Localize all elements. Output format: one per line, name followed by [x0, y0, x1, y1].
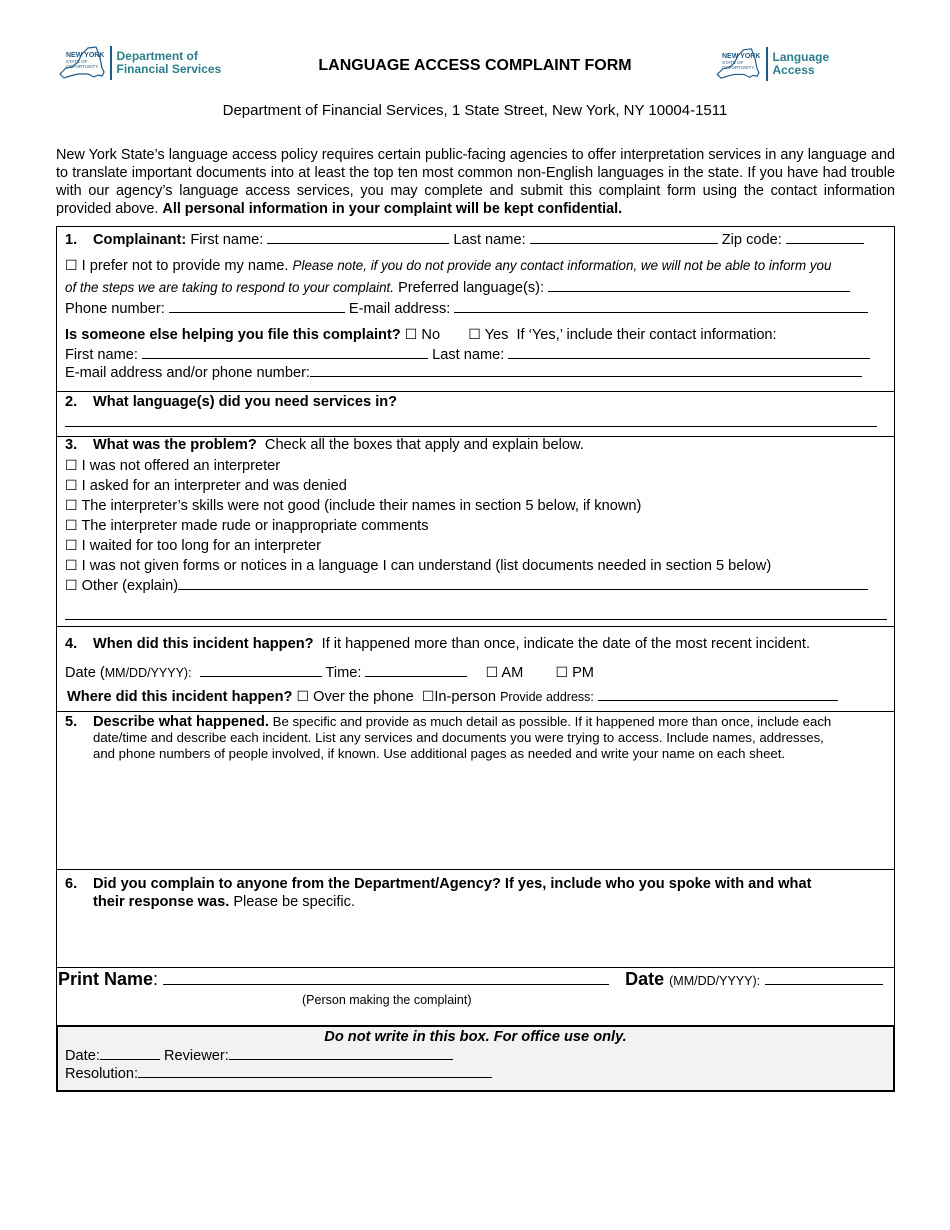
section-language-needed: 2. What language(s) did you need services in?: [57, 392, 894, 437]
logo-divider: [766, 47, 768, 81]
section-when: 4. When did this incident happen? If it happened more than once, indicate the date of the most recent incident. Date (MM/DD/YYYY): Time: ☐ AM ☐ PM Where did this incident happen? ☐ Over the phone ☐In-person Provide address:: [57, 627, 894, 712]
helper-yes-checkbox[interactable]: ☐: [468, 326, 481, 342]
section-prior-complaint[interactable]: 6. Did you complain to anyone from the Department/Agency? If yes, include who you spoke with and what their response was. Please be specific.: [57, 870, 894, 968]
last-name-field[interactable]: [530, 231, 718, 244]
helper-no-checkbox[interactable]: ☐: [404, 326, 418, 342]
section-complainant: 1. Complainant: First name: Last name: Zip code: ☐ I prefer not to provide my name. Please note, if you do not provide any contact information, we will not be able to inform you of the steps we are taking to respond to your complaint. Preferred language(s): Phone number: E-mail address: Is someone else helping you file this complaint? ☐ No ☐ Yes If ‘Yes,’ include their contact information: First name: Last name: E-mail address and/or phone number:: [57, 227, 894, 392]
dfs-logo-name: Department of Financial Services: [116, 49, 222, 76]
incident-address-field[interactable]: [598, 688, 838, 701]
section-print-name: Print Name: Date (MM/DD/YYYY): (Person making the complaint): [57, 968, 894, 1025]
language-access-logo-name: Language Access: [772, 50, 830, 77]
helper-first-name-field[interactable]: [142, 346, 428, 359]
problem-checkbox[interactable]: ☐: [65, 557, 78, 573]
print-name-caption: (Person making the complaint): [302, 993, 472, 1007]
print-name-field[interactable]: [163, 970, 609, 985]
office-date-field[interactable]: [100, 1047, 160, 1060]
am-checkbox[interactable]: ☐: [485, 664, 499, 680]
section-describe[interactable]: 5. Describe what happened. Be specific and provide as much detail as possible. If it happened more than once, include each date/time and describe each incident. List any services and documents you were trying to access. Include names, addresses, and phone numbers of people involved, if known. Use additional pages as needed and write your name on each sheet.: [57, 712, 894, 870]
problem-checkbox[interactable]: ☐: [65, 497, 78, 513]
preferred-language-field[interactable]: [548, 279, 850, 292]
signature-date-field[interactable]: [765, 970, 883, 985]
form-title: LANGUAGE ACCESS COMPLAINT FORM: [318, 57, 632, 74]
office-use-heading: Do not write in this box. For office use only.: [324, 1029, 627, 1045]
over-phone-checkbox[interactable]: ☐: [296, 688, 310, 704]
agency-address: Department of Financial Services, 1 State Street, New York, NY 10004-1511: [222, 102, 728, 119]
logo-divider: [110, 46, 112, 80]
problem-checkbox[interactable]: ☐: [65, 517, 78, 533]
nys-wordmark: NEW YORK STATE OF OPPORTUNITY: [66, 51, 105, 69]
intro-paragraph: New York State’s language access policy requires certain public-facing agencies to offer interpretation services in any language and to translate important documents into at least the top ten most common non-English languages in the state. If you have had trouble with our agency’s language access services, you may complete and submit this complaint form using the contact information provided above. All personal information in your complaint will be kept confidential.: [56, 147, 895, 217]
pm-checkbox[interactable]: ☐: [555, 664, 568, 680]
page-header: [0, 0, 950, 119]
dfs-logo: [58, 44, 221, 82]
problem-checkbox[interactable]: ☐: [65, 457, 78, 473]
zip-code-field[interactable]: [786, 231, 864, 244]
language-access-logo: [714, 46, 829, 82]
office-resolution-field[interactable]: [138, 1065, 492, 1078]
in-person-checkbox[interactable]: ☐: [421, 688, 435, 704]
problem-other-field[interactable]: [178, 577, 868, 590]
problem-checkbox[interactable]: ☐: [65, 537, 78, 553]
problem-other-checkbox[interactable]: ☐: [65, 577, 78, 593]
office-reviewer-field[interactable]: [229, 1047, 453, 1060]
helper-contact-field[interactable]: [310, 364, 862, 377]
incident-date-field[interactable]: [200, 664, 322, 677]
incident-time-field[interactable]: [365, 664, 467, 677]
section-problem: 3. What was the problem? Check all the boxes that apply and explain below. ☐ I was not offered an interpreter ☐ I asked for an interpreter and was denied ☐ The interpreter’s skills were not good (include their names in section 5 below, if known) ☐ The interpreter made rude or inappropriate comments ☐ I waited for too long for an interpreter ☐ I was not given forms or notices in a language I can understand (list documents needed in section 5 below) ☐ Other (explain): [57, 437, 894, 627]
office-use-box: Do not write in this box. For office use only. Date: Reviewer: Resolution:: [56, 1025, 895, 1092]
problem-explain-field[interactable]: [65, 607, 887, 620]
complaint-form: [56, 226, 895, 1092]
nys-wordmark: NEW YORK STATE OF OPPORTUNITY: [722, 52, 761, 70]
prefer-not-checkbox[interactable]: ☐: [65, 257, 78, 273]
helper-last-name-field[interactable]: [508, 346, 870, 359]
language-needed-field[interactable]: [65, 414, 877, 427]
problem-checkbox[interactable]: ☐: [65, 477, 78, 493]
email-field[interactable]: [454, 300, 868, 313]
first-name-field[interactable]: [267, 231, 449, 244]
phone-field[interactable]: [169, 300, 345, 313]
